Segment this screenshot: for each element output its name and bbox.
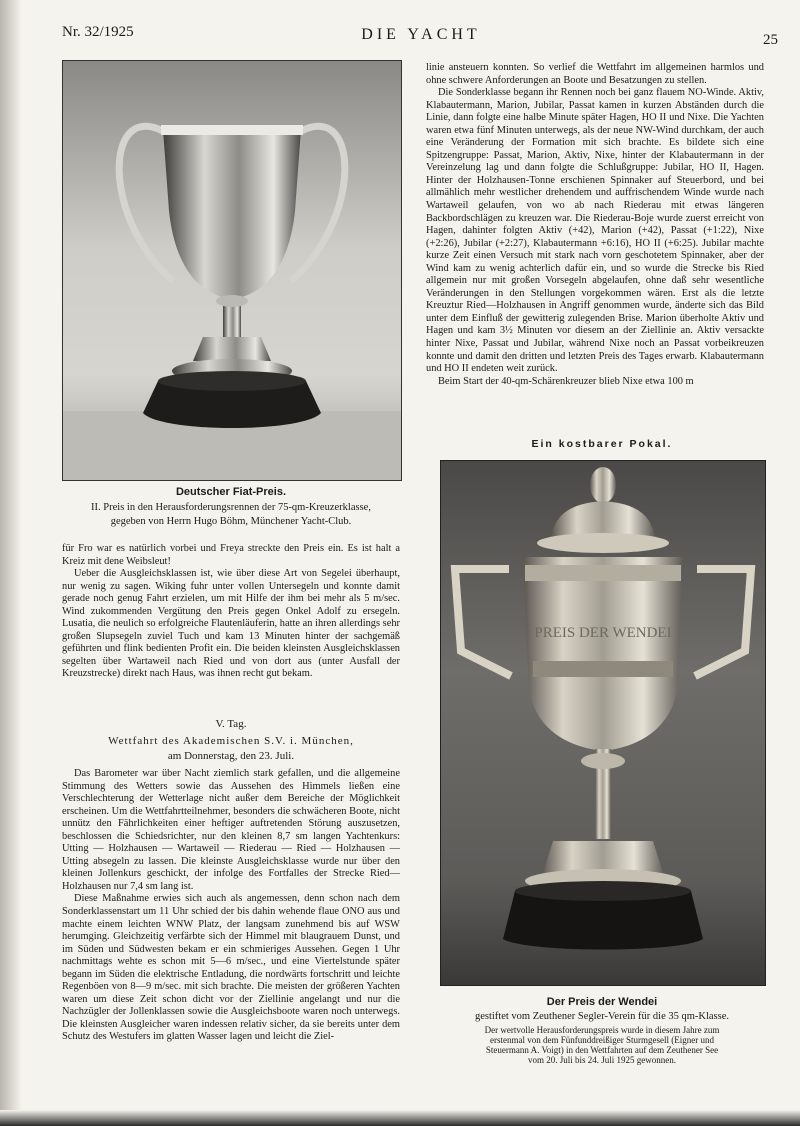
wendei-trophy-illustration bbox=[441, 461, 765, 985]
section-title: Wettfahrt des Akademischen S.V. i. München, bbox=[108, 735, 354, 747]
figure2-caption-small: Der wertvolle Herausforderungspreis wurde in diesem Jahre zum bbox=[484, 1025, 720, 1035]
section-day: V. Tag. bbox=[215, 718, 247, 730]
figure2-heading: Ein kostbarer Pokal. bbox=[531, 438, 673, 450]
figure1-caption-line: gegeben von Herrn Hugo Böhm, Münchener Yacht-Club. bbox=[110, 516, 352, 527]
paragraph: Diese Maßnahme erwies sich auch als angemessen, denn schon nach dem Sonderklassenstart um 11 Uhr schied der bis dahin wehende flaue ONO aus und machte einem leichten WNW Platz, der langsam zunehmend bis auf WSW herumging. Gleichzeitig verfärbte sich der Himmel mit blaugrauem Dunst, und im Süden und Südwesten bekam er ein schmieriges Aussehen. Gegen 1 Uhr nachmittags wehte es schon mit 5—6 m/sec., und eine Viertelstunde später begann im Süden die elektrische Entladung, die nordwärts fortschritt und leichte Regenböen von 8—9 m/sec. mit sich brachte. Die meisten der größeren Yachten waren um diese Zeit schon dicht vor der Ziellinie angelangt und nur die Nachzügler der Jollenklassen sowie die Ausgleichsboote waren noch unterwegs. Die kleinsten Ausgleicher waren indessen relativ sicher, da sie bereits unter dem Schutz des Westufers im glatten Wasser lagen und leicht die Ziel- bbox=[62, 893, 400, 1043]
fiat-trophy-photo bbox=[62, 60, 402, 481]
engraving-text: PREIS DER WENDEI bbox=[534, 625, 672, 641]
figure1-caption-line: II. Preis in den Herausforderungsrennen der 75-qm-Kreuzerklasse, bbox=[91, 502, 371, 513]
figure2-caption-small: Steuermann A. Voigt) in den Wettfahrten auf dem Zeuthener See bbox=[485, 1045, 719, 1055]
right-column bbox=[426, 62, 764, 388]
figure2-caption-title: Der Preis der Wendei bbox=[546, 996, 658, 1008]
fiat-trophy-illustration bbox=[63, 61, 401, 480]
magazine-title: DIE YACHT bbox=[361, 26, 481, 43]
page-bottom-shadow bbox=[0, 1110, 800, 1126]
section-date: am Donnerstag, den 23. Juli. bbox=[167, 750, 295, 762]
paragraph: Das Barometer war über Nacht ziemlich stark gefallen, und die allgemeine Stimmung des Wetters sowie das Aussehen des Himmels ließen eine Verschlechterung der Wetterlage nicht außer dem Bereiche der Möglichkeit erscheinen. Um die Wettfahrtteilnehmer, besonders die schwächeren Boote, nicht unnütz den Fährlichkeiten einer heftiger auftretenden Störung auszusetzen, beschlossen die Schiedsrichter, nur den kleinen 8,7 sm langen Yachtenkurs: Utting — Holzhausen — Wartaweil — Riederau — Ried — Holzhausen — Utting absegeln zu lassen. Die kleinste Ausgleichsklasse wurde nur über den kleinen Jollenkurs geschickt, der infolge des Fortfalles der Strecke Ried—Holzhausen nur 7,4 sm lang ist. bbox=[62, 768, 400, 892]
figure2-caption-line: gestiftet vom Zeuthener Segler-Verein für die 35 qm-Klasse. bbox=[474, 1011, 730, 1022]
paragraph: Beim Start der 40-qm-Schärenkreuzer blieb Nixe etwa 100 m bbox=[438, 375, 694, 387]
paragraph: für Fro war es natürlich vorbei und Freya streckte den Preis ein. Es ist halt a Kreiz mit dene Weibsleut! bbox=[62, 543, 400, 567]
figure2-caption-small: erstenmal von dem Fünfunddreißiger Sturmgesell (Eigner und bbox=[490, 1035, 714, 1045]
paragraph: linie ansteuern konnten. So verlief die Wettfahrt im allgemeinen harmlos und ohne schwere Anforderungen an Boote und Besatzungen zu stellen. bbox=[426, 62, 764, 86]
wendei-trophy-photo bbox=[440, 460, 766, 986]
book-spine-shadow bbox=[0, 0, 22, 1126]
page-number: 25 bbox=[763, 32, 778, 48]
figure1-caption-title: Deutscher Fiat-Preis. bbox=[175, 486, 287, 498]
issue-number: Nr. 32/1925 bbox=[62, 24, 134, 40]
figure2-caption-small: vom 20. Juli bis 24. Juli 1925 gewonnen. bbox=[528, 1055, 676, 1065]
paragraph: Ueber die Ausgleichsklassen ist, wie über diese Art von Segelei überhaupt, nur wenig zu sagen. Wiking fuhr unter vollen Untersegeln und konnte damit gerade noch genug Fahrt erzielen, um mit Hilfe der ihm bei mehr als 5 m/sec. Wind zukommenden Vergütung den Preis gegen Onkel Adolf zu ersegeln. Lusatia, die neulich so erfolgreiche Flautenläuferin, hatte an ihren allerdings sehr großen Slupsegeln zuviel Tuch und kam 13 Minuten hinter der sachgemäß geführten und flink bedienten Profit ein. Die beiden kleinsten Ausgleichsklassen segelten über Wartaweil nach Ried und von dort aus (unter Ausfall der Kreuzstrecke) direkt nach Haus, was ihnen recht gut bekam. bbox=[62, 568, 400, 680]
paragraph: Die Sonderklasse begann ihr Rennen noch bei ganz flauem NO-Winde. Aktiv, Klabautermann, Marion, Jubilar, Passat kamen in kurzen Abständen durch die Linie, dann folgte eine halbe Minute später Hagen, HO II und Nixe. Die Yachten waren etwa fünf Minuten unterwegs, als der neue NW-Wind durchkam, der auch eine Veränderung der Formation mit sich brachte. Es bildete sich eine Spitzengruppe: Passat, Marion, Aktiv, Nixe, hinter der Klabautermann in der Vereinzelung lag und dann folgte die Schlußgruppe: Jubilar, HO II, Hagen. Hinter der Holzhausen-Tonne erschienen Spinnaker auf Steuerbord, und bei allmählich mehr westlicher drehendem und auffrischendem Winde wurde nach Wartaweil gelaufen, von wo ab nach Riederau mit etwas längeren Backbordschlägen zu kreuzen war. Die Riederau-Boje wurde zuerst erreicht von Hagen, dahinter folgten Aktiv (+42), Marion (+42), Passat (+1:22), Nixe (+2:26), Jubilar (+2:27), Klabautermann +6:16), HO II (+6:25). Jubilar machte kurze Zeit einen Versuch mit stark nach vorn geschotetem Spinnaker, aber der Wind kam zu wenig achterlich dafür ein, und so wurde die Strecke bis Ried allgemein nur mit großen Vorsegeln abgelaufen, ohne daß sehr wesentliche Veränderungen in den Stellungen vorgekommen wären. Erst als die letzte Kreuztur Ried—Holzhausen in Angriff genommen wurde, änderte sich das Bild unter dem Einfluß der gewitterig zulegenden Brise. Marion überholte Aktiv und Hagen und kam 3½ Minuten vor diesem an der Ziellinie an. Aktiv versackte hinter Nixe, Passat und Jubilar, während Nixe noch an Passat vorbeikreuzen konnte und damit den dritten und letzten Preis des Tages erwarb. Klabautermann und HO II endeten weit zurück. bbox=[426, 87, 764, 375]
left-column-top bbox=[62, 543, 400, 681]
left-column-bottom bbox=[62, 768, 400, 1044]
